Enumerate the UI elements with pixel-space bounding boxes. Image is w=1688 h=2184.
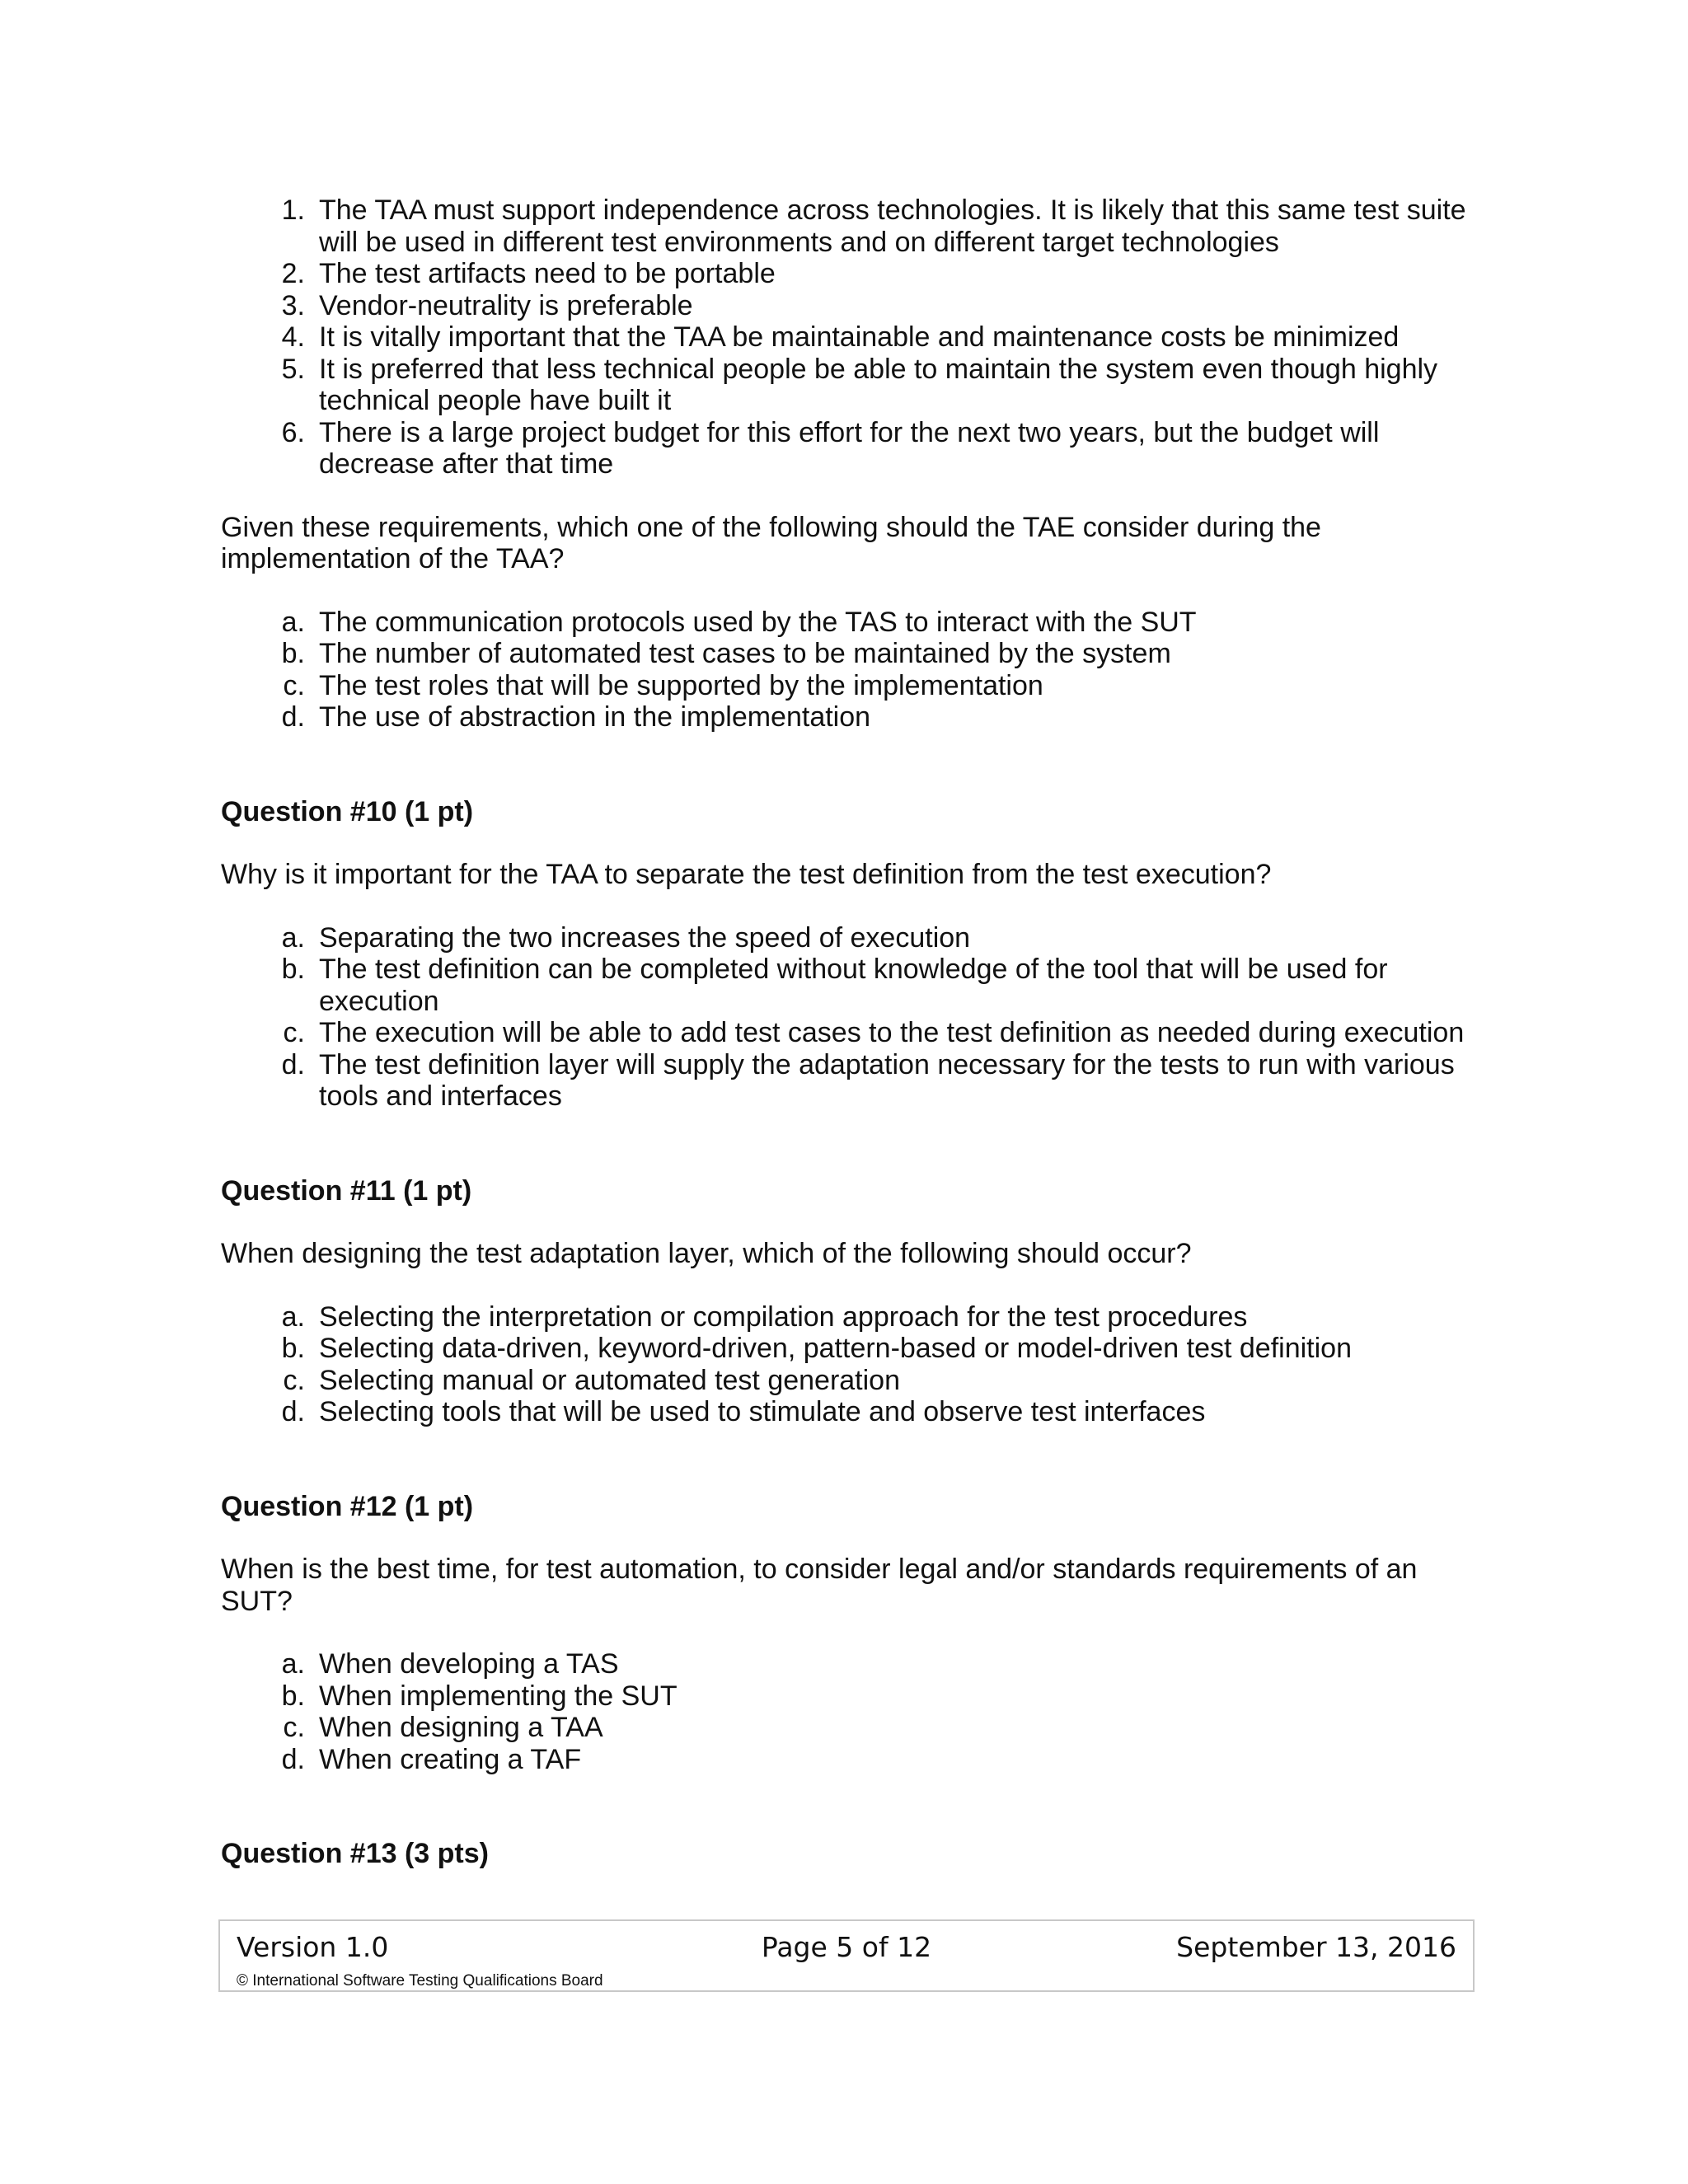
- list-number: 3.: [281, 289, 305, 321]
- answer-option: [221, 1680, 1482, 1713]
- question-heading: Question #12 (1 pt): [221, 1490, 474, 1522]
- answer-option: [221, 607, 1482, 639]
- option-letter: b.: [281, 1680, 305, 1712]
- question-text: When designing the test adaptation layer, which of the following should occur?: [221, 1238, 1192, 1269]
- footer-page-number: Page 5 of 12: [761, 1931, 932, 1963]
- answer-options: [221, 922, 1482, 1113]
- option-letter: d.: [281, 1048, 305, 1080]
- question-heading: Question #10 (1 pt): [221, 795, 474, 827]
- list-item-text: Vendor-neutrality is preferable: [319, 289, 693, 321]
- answer-option: [221, 701, 1482, 733]
- option-text: Selecting the interpretation or compilation approach for the test procedures: [319, 1301, 1248, 1333]
- option-letter: a.: [281, 1648, 305, 1680]
- list-item-text: There is a large project budget for this effort for the next two years, but the budget will decrease after that time: [319, 416, 1380, 480]
- question-text: When is the best time, for test automation, to consider legal and/or standards requirements of an SUT?: [221, 1554, 1418, 1617]
- list-item: [221, 290, 1482, 322]
- list-item: [221, 417, 1482, 480]
- answer-option: [221, 670, 1482, 702]
- list-number: 2.: [281, 258, 305, 289]
- option-letter: a.: [281, 606, 305, 638]
- option-letter: b.: [281, 1333, 305, 1364]
- option-letter: c.: [283, 1017, 305, 1048]
- option-letter: a.: [281, 1301, 305, 1333]
- option-text: When creating a TAF: [319, 1743, 582, 1775]
- list-number: 5.: [281, 353, 305, 385]
- answer-option: [221, 1396, 1482, 1428]
- option-letter: d.: [281, 1743, 305, 1775]
- list-item: [221, 194, 1482, 258]
- footer-date: September 13, 2016: [1176, 1931, 1456, 1963]
- option-letter: b.: [281, 638, 305, 669]
- option-text: The number of automated test cases to be maintained by the system: [319, 638, 1171, 669]
- answer-option: [221, 1049, 1482, 1113]
- answer-option: [221, 1744, 1482, 1776]
- list-number: 6.: [281, 416, 305, 448]
- option-letter: b.: [281, 954, 305, 985]
- question-text: Given these requirements, which one of the following should the TAE consider during the implementation of the TAA?: [221, 511, 1321, 574]
- answer-option: [221, 1365, 1482, 1397]
- option-text: The test roles that will be supported by the implementation: [319, 669, 1043, 701]
- option-text: Selecting manual or automated test generation: [319, 1364, 901, 1396]
- list-item-text: It is preferred that less technical people be able to maintain the system even though highly technical people have built it: [319, 353, 1438, 416]
- option-text: The use of abstraction in the implementation: [319, 701, 871, 733]
- option-text: When developing a TAS: [319, 1648, 619, 1680]
- requirements-list: [221, 194, 1482, 480]
- answer-options: [221, 607, 1482, 733]
- option-text: Separating the two increases the speed of execution: [319, 921, 971, 954]
- list-item: [221, 354, 1482, 417]
- answer-option: [221, 1301, 1482, 1333]
- answer-options: [221, 1301, 1482, 1428]
- list-item: [221, 258, 1482, 290]
- list-item-text: It is vitally important that the TAA be maintainable and maintenance costs be minimized: [319, 321, 1400, 353]
- option-text: The communication protocols used by the TAS to interact with the SUT: [319, 606, 1197, 638]
- option-text: Selecting data-driven, keyword-driven, pattern-based or model-driven test definition: [319, 1333, 1352, 1364]
- option-letter: c.: [283, 1712, 305, 1743]
- question-text: Why is it important for the TAA to separate the test definition from the test execution?: [221, 859, 1272, 890]
- page-footer: [218, 1919, 1475, 1992]
- list-number: 4.: [281, 321, 305, 353]
- answer-option: [221, 1017, 1482, 1049]
- question-heading: Question #11 (1 pt): [221, 1174, 472, 1207]
- answer-option: [221, 638, 1482, 670]
- answer-option: [221, 954, 1482, 1017]
- answer-option: [221, 922, 1482, 954]
- list-number: 1.: [281, 194, 305, 226]
- page-content: [221, 194, 1482, 1901]
- option-letter: c.: [283, 1364, 305, 1396]
- option-text: The test definition layer will supply the adaptation necessary for the tests to run with various tools and interfaces: [319, 1048, 1455, 1112]
- list-item-text: The test artifacts need to be portable: [319, 258, 776, 289]
- footer-version: Version 1.0: [237, 1931, 389, 1963]
- list-item: [221, 321, 1482, 354]
- option-text: The test definition can be completed without knowledge of the tool that will be used for execution: [319, 954, 1388, 1017]
- footer-row: [237, 1931, 1456, 1964]
- option-text: When designing a TAA: [319, 1712, 603, 1743]
- option-letter: d.: [281, 701, 305, 733]
- footer-copyright: © International Software Testing Qualifications Board: [237, 1972, 603, 1990]
- option-text: When implementing the SUT: [319, 1680, 678, 1712]
- question-heading: Question #13 (3 pts): [221, 1838, 489, 1869]
- list-item-text: The TAA must support independence across technologies. It is likely that this same test suite will be used in different test environments and on different target technologies: [319, 194, 1466, 258]
- option-text: The execution will be able to add test cases to the test definition as needed during execution: [319, 1017, 1465, 1048]
- option-letter: d.: [281, 1396, 305, 1427]
- answer-option: [221, 1648, 1482, 1680]
- answer-options: [221, 1648, 1482, 1775]
- option-text: Selecting tools that will be used to stimulate and observe test interfaces: [319, 1396, 1206, 1427]
- option-letter: a.: [281, 921, 305, 954]
- answer-option: [221, 1333, 1482, 1365]
- option-letter: c.: [283, 669, 305, 701]
- answer-option: [221, 1712, 1482, 1744]
